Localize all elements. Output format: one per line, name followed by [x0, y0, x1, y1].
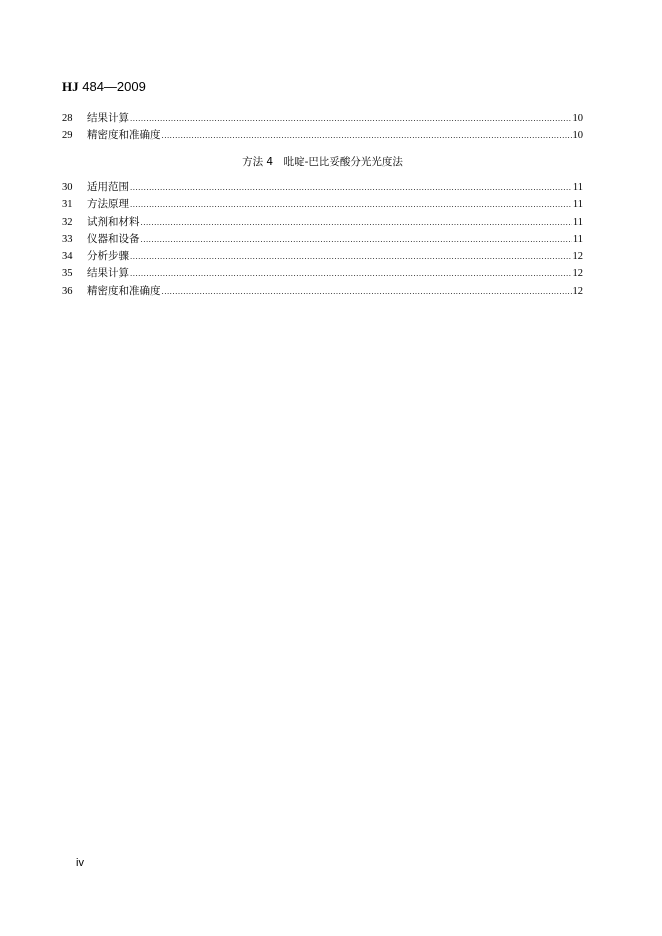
toc-leader-dots: [141, 215, 572, 232]
toc-entry[interactable]: [62, 127, 583, 144]
toc-entry-number: 31: [62, 199, 73, 211]
toc-entry-page: 12: [572, 285, 583, 297]
toc-leader-dots: [130, 180, 572, 197]
toc-entry-page: 10: [572, 113, 583, 124]
toc-leader-dots: [130, 249, 572, 266]
toc-entry-page: 12: [572, 251, 583, 263]
toc-entry-title: 试剂和材料: [87, 215, 140, 228]
toc-entry-number: 35: [62, 268, 73, 280]
toc-entry-title: 结果计算: [87, 267, 129, 280]
toc-entry[interactable]: [62, 110, 583, 127]
toc-entry-title: 精密度和准确度: [87, 129, 161, 142]
toc-entry-number: 36: [62, 285, 73, 297]
toc-entry[interactable]: [62, 196, 583, 213]
toc-entry-page: 11: [572, 182, 583, 193]
toc-entry-title: 精密度和准确度: [87, 284, 161, 297]
toc-entry-number: 33: [62, 233, 73, 245]
toc-leader-dots: [162, 284, 572, 301]
toc-entry[interactable]: [62, 283, 583, 300]
toc-entry-title: 结果计算: [87, 112, 129, 124]
toc-entry-title: 方法原理: [87, 198, 129, 211]
toc-entry-number: 29: [62, 130, 73, 142]
toc-entry[interactable]: [62, 179, 583, 196]
standard-code: HJ: [62, 79, 79, 94]
toc-entry[interactable]: [62, 214, 583, 231]
toc-entry-page: 10: [572, 130, 583, 142]
toc-entry-number: 28: [62, 113, 73, 124]
toc-entry-title: 仪器和设备: [87, 232, 140, 245]
toc-entry-page: 11: [572, 216, 583, 228]
toc-leader-dots: [130, 197, 572, 214]
toc-entry-page: 11: [572, 199, 583, 211]
toc-top-list: [62, 110, 583, 145]
toc-bottom-list: [62, 179, 583, 300]
toc-leader-dots: [130, 111, 572, 128]
toc-leader-dots: [130, 266, 572, 283]
toc-leader-dots: [162, 128, 572, 145]
toc-entry[interactable]: [62, 265, 583, 282]
page-header: [62, 79, 146, 95]
toc-entry-title: 适用范围: [87, 181, 129, 193]
page-number: iv: [76, 857, 84, 869]
section-heading: 方法 4 吡啶-巴比妥酸分光光度法: [242, 156, 403, 168]
toc-entry-number: 30: [62, 182, 73, 193]
toc-entry-number: 32: [62, 216, 73, 228]
toc-entry-number: 34: [62, 251, 73, 263]
toc-entry[interactable]: [62, 231, 583, 248]
toc-leader-dots: [141, 232, 572, 249]
standard-number: 484—2009: [78, 79, 146, 94]
toc-entry-title: 分析步骤: [87, 250, 129, 263]
toc-entry-page: 11: [572, 233, 583, 245]
toc-entry-page: 12: [572, 268, 583, 280]
toc-entry[interactable]: [62, 248, 583, 265]
